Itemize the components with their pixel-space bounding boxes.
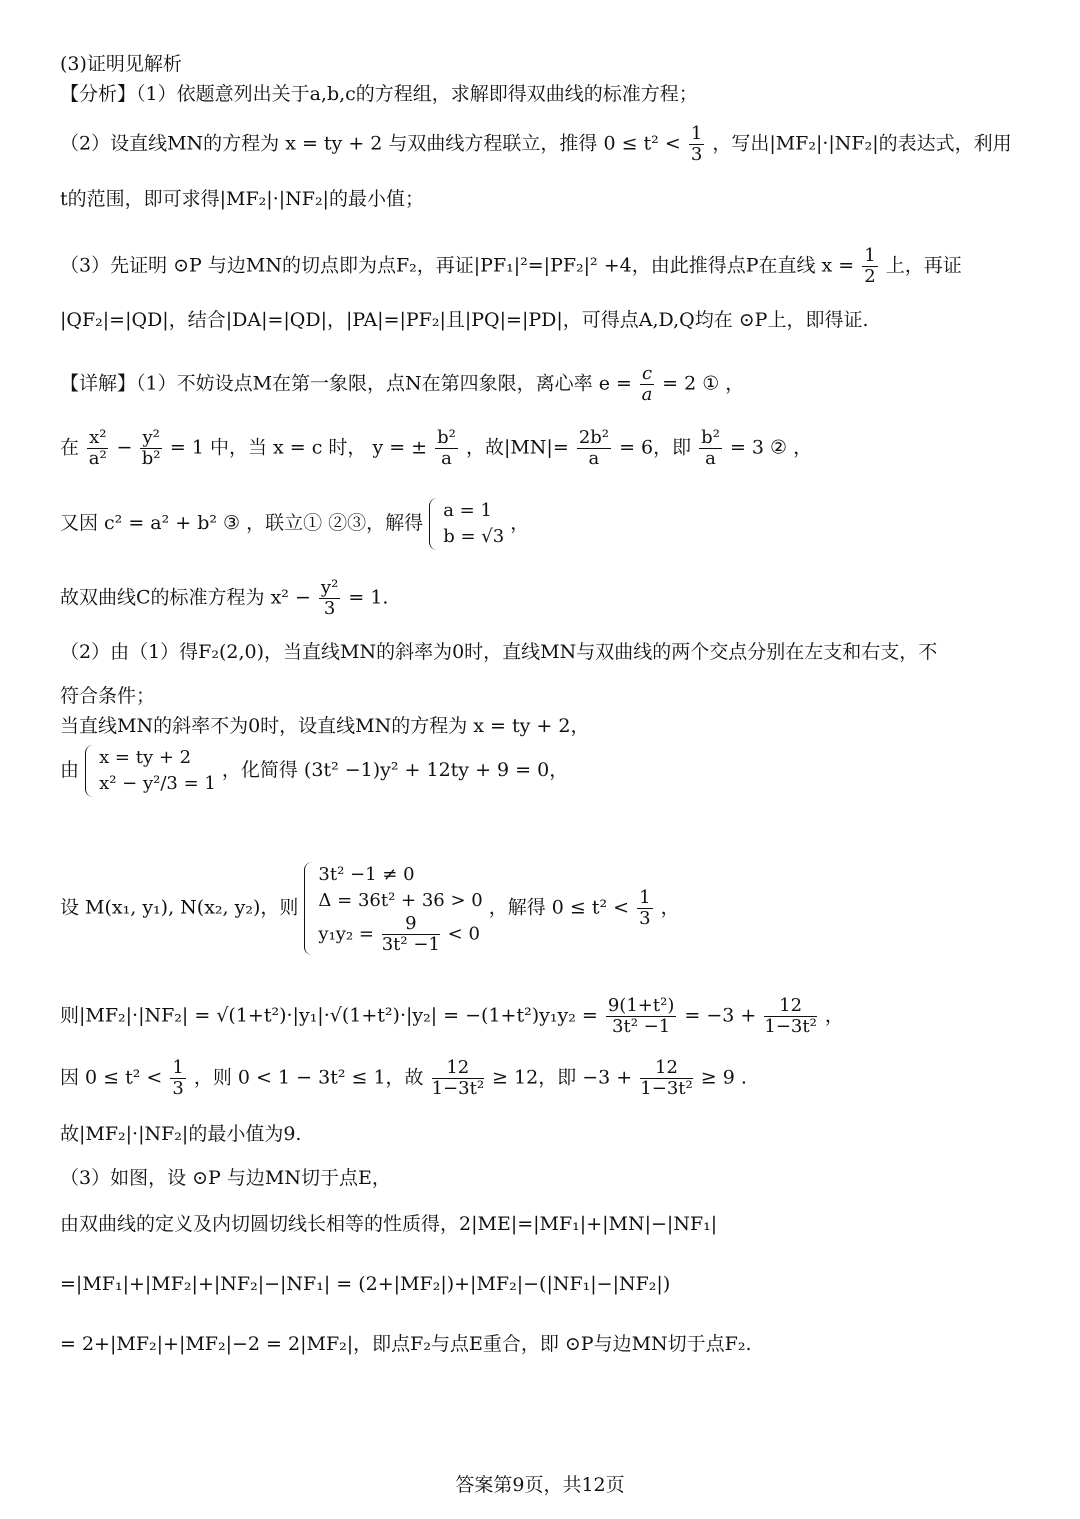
fraction bbox=[87, 428, 108, 469]
fraction-denominator: a bbox=[705, 448, 716, 469]
analysis-part3-cont: |QF₂|=|QD|，结合|DA|=|QD|，|PA|=|PF₂|且|PQ|=|PD|，可得点A,D,Q均在 ⊙P上，即得证. bbox=[60, 309, 869, 331]
text-segment: ，故|MN|= bbox=[465, 436, 569, 459]
detail-part2-product bbox=[60, 996, 1010, 1037]
text-segment: ≥ 12，即 −3 + bbox=[492, 1066, 633, 1089]
fraction-denominator: 3t² −1 bbox=[612, 1016, 671, 1037]
fraction bbox=[689, 124, 704, 165]
fraction-numerator: 1 bbox=[172, 1057, 184, 1078]
text-segment: = 6，即 bbox=[619, 436, 692, 459]
fraction-denominator: 3 bbox=[690, 144, 703, 165]
fraction-denominator: b² bbox=[141, 448, 161, 469]
equation-system bbox=[304, 862, 482, 955]
fraction-denominator: a bbox=[441, 448, 452, 469]
fraction-numerator: y² bbox=[320, 577, 339, 598]
detail-part2-cont: 符合条件； bbox=[60, 685, 156, 707]
detail-part1-solve bbox=[60, 498, 1010, 550]
detail-part1-eq bbox=[60, 428, 1010, 469]
brace bbox=[429, 498, 440, 550]
fraction-numerator: 1 bbox=[639, 887, 651, 908]
fraction bbox=[435, 428, 458, 469]
brace bbox=[304, 862, 315, 955]
fraction-denominator: 3 bbox=[172, 1078, 184, 1099]
fraction-numerator: c bbox=[641, 363, 653, 384]
detail-part3: （3）如图，设 ⊙P 与边MN切于点E， bbox=[60, 1167, 391, 1189]
text-segment: = 1. bbox=[348, 586, 389, 609]
fraction-denominator: a² bbox=[88, 448, 107, 469]
analysis-part3 bbox=[60, 246, 1010, 287]
detail-part2: （2）由（1）得F₂(2,0)，当直线MN的斜率为0时，直线MN与双曲线的两个交点分别在左支和右支，不 bbox=[60, 641, 938, 663]
fraction bbox=[140, 428, 161, 469]
fraction bbox=[862, 246, 877, 287]
fraction-denominator: 1−3t² bbox=[764, 1016, 817, 1037]
answer-3-note: (3)证明见解析 bbox=[60, 53, 182, 75]
system-row bbox=[318, 914, 482, 955]
fraction bbox=[640, 1058, 692, 1099]
text-segment: 设 M(x₁, y₁), N(x₂, y₂)，则 bbox=[60, 896, 299, 919]
text-segment: = 3 ② ， bbox=[729, 436, 813, 459]
text-segment: = −3 + bbox=[684, 1004, 757, 1027]
text-segment: ，写出|MF₂|·|NF₂|的表达式，利用 bbox=[712, 132, 1012, 155]
fraction bbox=[577, 428, 611, 469]
text-segment: y₁y₂ = bbox=[318, 923, 374, 945]
analysis-part1: 【分析】（1）依题意列出关于a,b,c的方程组，求解即得双曲线的标准方程； bbox=[60, 83, 698, 105]
fraction-numerator: 9 bbox=[382, 914, 440, 935]
text-segment: ≥ 9 . bbox=[700, 1066, 747, 1089]
text-segment: （3）先证明 ⊙P 与边MN的切点即为点F₂，再证|PF₁|²=|PF₂|² +4，由此推得点P在直线 x = bbox=[60, 254, 855, 277]
text-segment: ， bbox=[824, 1004, 844, 1027]
fraction-numerator: 12 bbox=[432, 1058, 484, 1079]
fraction-denominator: 3 bbox=[323, 598, 336, 619]
text-segment: ， bbox=[660, 896, 680, 919]
text-segment: ，解得 0 ≤ t² < bbox=[488, 896, 630, 919]
page-footer: 答案第9页，共12页 bbox=[455, 1474, 625, 1496]
fraction bbox=[170, 1058, 185, 1099]
analysis-part2 bbox=[60, 124, 1010, 165]
text-segment: 由 bbox=[60, 759, 80, 781]
text-segment: < 0 bbox=[447, 923, 480, 945]
fraction-numerator: b² bbox=[437, 427, 456, 448]
text-segment: − bbox=[116, 436, 133, 459]
detail-part2-bound bbox=[60, 1058, 1010, 1099]
text-segment: ， bbox=[510, 512, 530, 534]
system-row: a = 1 bbox=[443, 500, 492, 521]
system-row: Δ = 36t² + 36 > 0 bbox=[318, 890, 483, 911]
fraction-numerator: b² bbox=[701, 427, 720, 448]
fraction bbox=[637, 888, 652, 929]
system-row: x² − y²/3 = 1 bbox=[99, 773, 216, 794]
fraction-denominator: a bbox=[641, 384, 653, 405]
text-segment: 又因 c² = a² + b² ③ ，联立① ②③，解得 bbox=[60, 512, 424, 534]
fraction-denominator: 3 bbox=[639, 908, 651, 929]
text-segment: 则|MF₂|·|NF₂| = √(1+t²)·|y₁|·√(1+t²)·|y₂| = −(1+t²)y₁y₂ = bbox=[60, 1004, 598, 1027]
detail-part3-eq2: = 2+|MF₂|+|MF₂|−2 = 2|MF₂|，即点F₂与点E重合，即 ⊙P与边MN切于点F₂. bbox=[60, 1333, 752, 1355]
fraction bbox=[382, 914, 440, 955]
detail-part3-eq1: =|MF₁|+|MF₂|+|NF₂|−|NF₁| = (2+|MF₂|)+|MF₂|−(|NF₁|−|NF₂|) bbox=[60, 1273, 671, 1295]
detail-part2-line: 当直线MN的斜率不为0时，设直线MN的方程为 x = ty + 2， bbox=[60, 715, 590, 737]
fraction-denominator: 3t² −1 bbox=[381, 934, 440, 955]
detail-part2-conditions bbox=[60, 862, 1010, 955]
detail-part2-min: 故|MF₂|·|NF₂|的最小值为9. bbox=[60, 1123, 302, 1145]
text-segment: 因 0 ≤ t² < bbox=[60, 1066, 163, 1089]
fraction-numerator: x² bbox=[89, 427, 107, 448]
analysis-part2-cont: t的范围，即可求得|MF₂|·|NF₂|的最小值； bbox=[60, 188, 424, 210]
fraction-numerator: 2b² bbox=[578, 427, 610, 448]
text-segment: ，化简得 (3t² −1)y² + 12ty + 9 = 0， bbox=[221, 759, 569, 781]
text-segment: （2）设直线MN的方程为 x = ty + 2 与双曲线方程联立，推得 0 ≤ t² < bbox=[60, 132, 681, 155]
fraction-numerator: y² bbox=[142, 427, 160, 448]
detail-part1-result bbox=[60, 578, 1010, 619]
text-segment: 上，再证 bbox=[885, 254, 962, 277]
detail-part2-system bbox=[60, 745, 1010, 797]
detail-part3-def: 由双曲线的定义及内切圆切线长相等的性质得，2|ME|=|MF₁|+|MN|−|NF₁| bbox=[60, 1213, 718, 1235]
fraction-numerator: 12 bbox=[764, 996, 816, 1017]
text-segment: 在 bbox=[60, 436, 80, 459]
detail-part1 bbox=[60, 364, 1010, 405]
fraction bbox=[640, 364, 654, 405]
fraction-numerator: 1 bbox=[864, 245, 876, 266]
text-segment: = 2 ① ， bbox=[662, 372, 745, 395]
fraction bbox=[764, 996, 816, 1037]
fraction bbox=[699, 428, 722, 469]
fraction bbox=[319, 578, 340, 619]
system-row: b = √3 bbox=[443, 526, 505, 547]
text-segment: ，则 0 < 1 − 3t² ≤ 1，故 bbox=[193, 1066, 424, 1089]
fraction-denominator: 1−3t² bbox=[640, 1078, 693, 1099]
fraction bbox=[606, 996, 676, 1037]
text-segment: 【详解】（1）不妨设点M在第一象限，点N在第四象限，离心率 e = bbox=[60, 372, 632, 395]
equation-system bbox=[85, 745, 216, 797]
fraction-denominator: 2 bbox=[864, 266, 876, 287]
fraction-denominator: a bbox=[588, 448, 600, 469]
brace bbox=[85, 745, 96, 797]
fraction bbox=[432, 1058, 484, 1099]
fraction-numerator: 9(1+t²) bbox=[607, 995, 675, 1016]
fraction-numerator: 12 bbox=[640, 1058, 692, 1079]
text-segment: = 1 中，当 x = c 时， y = ± bbox=[169, 436, 428, 459]
fraction-numerator: 1 bbox=[690, 123, 703, 144]
system-row: 3t² −1 ≠ 0 bbox=[318, 864, 415, 885]
fraction-denominator: 1−3t² bbox=[431, 1078, 485, 1099]
equation-system bbox=[429, 498, 504, 550]
system-row: x = ty + 2 bbox=[99, 747, 192, 768]
text-segment: 故双曲线C的标准方程为 x² − bbox=[60, 586, 311, 609]
